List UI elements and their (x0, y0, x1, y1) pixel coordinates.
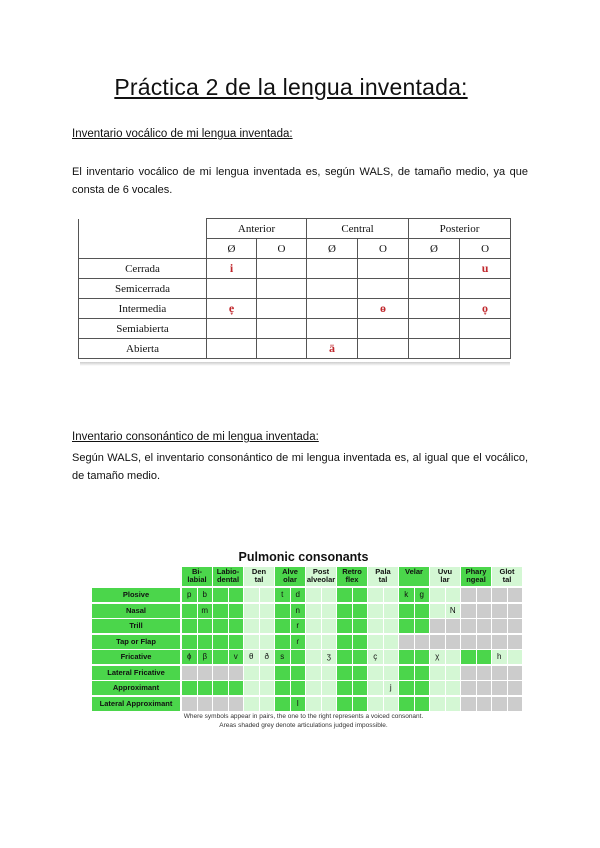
vowel-subcolumn: Ø (409, 239, 460, 259)
vowel-corner (79, 219, 207, 239)
consonant-cell (275, 619, 290, 633)
consonant-cell (415, 650, 430, 664)
consonant-cell (275, 697, 290, 711)
consonant-cell (337, 650, 352, 664)
consonant-cell (337, 681, 352, 695)
consonant-cell (508, 619, 523, 633)
vowel-cell (207, 339, 257, 359)
place-header: Pala tal (368, 567, 398, 586)
consonant-symbol: χ (430, 650, 445, 664)
consonant-cell (461, 604, 476, 618)
consonant-cell (337, 666, 352, 680)
consonant-cell (244, 604, 259, 618)
vowel-row-label: Abierta (79, 339, 207, 359)
place-header: Velar (399, 567, 429, 586)
place-header: Uvu lar (430, 567, 460, 586)
consonant-heading: Inventario consonántico de mi lengua inventada: (72, 431, 319, 443)
consonant-cell (213, 697, 228, 711)
consonant-symbol: ʒ (322, 650, 337, 664)
consonant-cell (213, 650, 228, 664)
manner-label: Plosive (92, 588, 180, 602)
vowel-symbol: i (207, 259, 257, 279)
vowel-subcolumn: O (257, 239, 307, 259)
consonant-symbol: l (291, 697, 306, 711)
consonant-cell (446, 619, 461, 633)
vowel-cell (257, 299, 307, 319)
manner-label: Nasal (92, 604, 180, 618)
consonant-cell (322, 588, 337, 602)
vowel-cell (460, 279, 511, 299)
consonant-cell (477, 604, 492, 618)
vowel-cell (307, 259, 358, 279)
consonant-cell (182, 635, 197, 649)
consonant-cell (353, 681, 368, 695)
vowel-column-central: Central (307, 219, 409, 239)
consonant-cell (291, 650, 306, 664)
consonant-cell (399, 619, 414, 633)
vowel-cell (307, 299, 358, 319)
consonant-cell (508, 635, 523, 649)
consonant-cell (430, 635, 445, 649)
place-header: Den tal (244, 567, 274, 586)
consonant-cell (353, 604, 368, 618)
vowel-symbol: u (460, 259, 511, 279)
consonant-cell (353, 666, 368, 680)
consonant-cell (508, 681, 523, 695)
consonant-cell (198, 619, 213, 633)
consonant-cell (446, 666, 461, 680)
chart-title: Pulmonic consonants (238, 550, 369, 564)
vowel-cell (409, 279, 460, 299)
chart-note: Areas shaded grey denote articulations judged impossible. (219, 722, 388, 729)
vowel-cell (307, 279, 358, 299)
consonant-symbol: n (291, 604, 306, 618)
consonant-cell (291, 666, 306, 680)
consonant-cell (446, 588, 461, 602)
consonant-cell (461, 681, 476, 695)
consonant-cell (260, 604, 275, 618)
consonant-cell (244, 697, 259, 711)
manner-label: Approximant (92, 681, 180, 695)
consonant-cell (306, 635, 321, 649)
vowel-cell (409, 319, 460, 339)
consonant-cell (461, 635, 476, 649)
consonant-cell (492, 666, 507, 680)
consonant-cell (492, 588, 507, 602)
consonant-cell (477, 635, 492, 649)
vowel-column-posterior: Posterior (409, 219, 511, 239)
consonant-cell (415, 681, 430, 695)
consonant-cell (337, 619, 352, 633)
consonant-cell (384, 619, 399, 633)
consonant-symbol: t (275, 588, 290, 602)
place-header: Labio- dental (213, 567, 243, 586)
consonant-cell (430, 619, 445, 633)
vowel-cell (257, 279, 307, 299)
consonant-cell (306, 619, 321, 633)
consonant-cell (368, 604, 383, 618)
vowel-row-label: Semiabierta (79, 319, 207, 339)
consonant-cell (368, 619, 383, 633)
consonant-cell (322, 666, 337, 680)
vowel-row-label: Cerrada (79, 259, 207, 279)
consonant-cell (384, 650, 399, 664)
consonant-cell (291, 681, 306, 695)
consonant-cell (353, 588, 368, 602)
consonant-symbol: θ (244, 650, 259, 664)
manner-label: Fricative (92, 650, 180, 664)
consonant-cell (260, 666, 275, 680)
consonant-cell (322, 619, 337, 633)
consonant-cell (492, 697, 507, 711)
vowel-cell (409, 299, 460, 319)
consonant-cell (213, 588, 228, 602)
consonant-cell (182, 619, 197, 633)
vowel-cell (358, 319, 409, 339)
place-header: Post alveolar (306, 567, 336, 584)
consonant-cell (508, 588, 523, 602)
consonant-cell (415, 604, 430, 618)
consonant-cell (213, 666, 228, 680)
consonant-cell (430, 681, 445, 695)
consonant-symbol: ç (368, 650, 383, 664)
consonant-cell (213, 604, 228, 618)
consonant-cell (399, 666, 414, 680)
consonant-symbol: p (182, 588, 197, 602)
consonant-cell (198, 666, 213, 680)
consonant-cell (322, 635, 337, 649)
consonant-cell (399, 681, 414, 695)
consonant-cell (384, 666, 399, 680)
consonant-cell (492, 619, 507, 633)
consonant-cell (229, 697, 244, 711)
consonant-cell (260, 588, 275, 602)
vowel-cell (460, 339, 511, 359)
consonant-cell (337, 588, 352, 602)
consonant-cell (322, 697, 337, 711)
vowel-cell (207, 319, 257, 339)
consonant-cell (492, 681, 507, 695)
consonant-cell (461, 697, 476, 711)
vowel-cell (358, 339, 409, 359)
consonant-cell (368, 635, 383, 649)
manner-label: Trill (92, 619, 180, 633)
consonant-cell (260, 697, 275, 711)
consonant-symbol: b (198, 588, 213, 602)
consonant-cell (182, 666, 197, 680)
vowel-symbol: e̞ (207, 299, 257, 319)
consonant-cell (492, 604, 507, 618)
consonant-symbol: v (229, 650, 244, 664)
consonant-cell (492, 635, 507, 649)
consonant-cell (337, 697, 352, 711)
consonant-cell (477, 650, 492, 664)
consonant-cell (306, 681, 321, 695)
consonant-cell (322, 604, 337, 618)
consonant-cell (229, 604, 244, 618)
consonant-cell (477, 697, 492, 711)
consonant-cell (508, 604, 523, 618)
consonant-cell (415, 635, 430, 649)
consonant-cell (229, 588, 244, 602)
consonant-cell (384, 588, 399, 602)
consonant-cell (275, 635, 290, 649)
consonant-cell (368, 681, 383, 695)
consonant-cell (213, 681, 228, 695)
consonant-cell (399, 697, 414, 711)
consonant-symbol: r (291, 619, 306, 633)
consonant-cell (461, 619, 476, 633)
manner-label: Lateral Approximant (92, 697, 180, 711)
page-title: Práctica 2 de la lengua inventada: (114, 74, 468, 100)
consonant-cell (430, 604, 445, 618)
consonant-symbol: N (446, 604, 461, 618)
consonant-cell (430, 666, 445, 680)
consonant-cell (244, 619, 259, 633)
consonant-cell (477, 588, 492, 602)
consonant-cell (353, 650, 368, 664)
vowel-cell (207, 279, 257, 299)
consonant-cell (275, 681, 290, 695)
consonant-symbol: ð (260, 650, 275, 664)
chart-note: Where symbols appear in pairs, the one to the right represents a voiced consonant. (183, 713, 424, 720)
consonant-cell (461, 650, 476, 664)
consonant-cell (415, 619, 430, 633)
consonant-cell (399, 604, 414, 618)
consonant-cell (229, 619, 244, 633)
consonant-cell (508, 650, 523, 664)
consonant-cell (322, 681, 337, 695)
place-header: Bi- labial (182, 567, 212, 586)
consonant-cell (384, 697, 399, 711)
vowel-row-label: Semicerrada (79, 279, 207, 299)
consonant-cell (508, 666, 523, 680)
place-header: Phary ngeal (461, 567, 491, 586)
consonant-symbol: β (198, 650, 213, 664)
consonant-symbol: j (384, 681, 399, 695)
consonant-cell (368, 666, 383, 680)
consonant-cell (399, 650, 414, 664)
consonant-cell (461, 588, 476, 602)
vowel-subcolumn: O (358, 239, 409, 259)
consonant-cell (337, 635, 352, 649)
consonant-cell (260, 681, 275, 695)
vowel-cell (257, 259, 307, 279)
consonant-cell (368, 588, 383, 602)
consonant-cell (353, 619, 368, 633)
consonant-cell (353, 635, 368, 649)
consonant-cell (182, 697, 197, 711)
consonant-cell (260, 635, 275, 649)
consonant-cell (430, 588, 445, 602)
consonant-cell (446, 681, 461, 695)
consonant-paragraph: Según WALS, el inventario consonántico de mi lengua inventada es, al igual que el vocálico, de tamaño medio. (72, 452, 528, 482)
consonant-cell (229, 666, 244, 680)
vowel-subcolumn: Ø (307, 239, 358, 259)
vowel-cell (257, 319, 307, 339)
consonant-cell (384, 604, 399, 618)
place-header: Retro flex (337, 567, 367, 586)
vowel-cell (409, 259, 460, 279)
consonant-cell (198, 697, 213, 711)
vowel-heading: Inventario vocálico de mi lengua inventada: (72, 128, 293, 140)
vowel-column-anterior: Anterior (207, 219, 307, 239)
manner-label: Lateral Fricative (92, 666, 180, 680)
consonant-cell (229, 681, 244, 695)
consonant-cell (260, 619, 275, 633)
consonant-symbol: h (492, 650, 507, 664)
consonant-cell (384, 635, 399, 649)
vowel-corner-lower (79, 239, 207, 259)
consonant-cell (477, 666, 492, 680)
vowel-row-label: Intermedia (79, 299, 207, 319)
consonant-cell (275, 604, 290, 618)
consonant-cell (415, 666, 430, 680)
consonant-cell (446, 635, 461, 649)
vowel-subcolumn: Ø (207, 239, 257, 259)
vowel-symbol: ɵ (358, 299, 409, 319)
consonant-cell (213, 619, 228, 633)
consonant-cell (244, 635, 259, 649)
consonant-symbol: k (399, 588, 414, 602)
vowel-cell (257, 339, 307, 359)
consonant-symbol: d (291, 588, 306, 602)
consonant-cell (198, 635, 213, 649)
vowel-symbol: o̞ (460, 299, 511, 319)
consonant-cell (275, 666, 290, 680)
vowel-subcolumn: O (460, 239, 511, 259)
consonant-cell (244, 588, 259, 602)
vowel-cell (460, 319, 511, 339)
vowel-cell (358, 259, 409, 279)
consonant-cell (244, 666, 259, 680)
consonant-cell (477, 619, 492, 633)
vowel-cell (307, 319, 358, 339)
consonant-cell (353, 697, 368, 711)
consonant-cell (229, 635, 244, 649)
consonant-cell (213, 635, 228, 649)
consonant-cell (461, 666, 476, 680)
consonant-symbol: ɾ (291, 635, 306, 649)
consonant-cell (446, 697, 461, 711)
vowel-paragraph: El inventario vocálico de mi lengua inventada es, según WALS, de tamaño medio, ya que consta de 6 vocales. (72, 166, 528, 196)
consonant-cell (477, 681, 492, 695)
consonant-symbol: g (415, 588, 430, 602)
consonant-cell (508, 697, 523, 711)
consonant-symbol: m (198, 604, 213, 618)
place-header: Glot tal (492, 567, 522, 586)
consonant-cell (337, 604, 352, 618)
consonant-cell (430, 697, 445, 711)
consonant-cell (306, 697, 321, 711)
place-header: Alve olar (275, 567, 305, 586)
consonant-cell (446, 650, 461, 664)
consonant-cell (182, 681, 197, 695)
vowel-cell (358, 279, 409, 299)
vowel-table (78, 218, 510, 364)
consonant-cell (306, 604, 321, 618)
consonant-symbol: ɸ (182, 650, 197, 664)
consonant-cell (399, 635, 414, 649)
consonant-cell (415, 697, 430, 711)
consonant-cell (306, 666, 321, 680)
consonant-cell (182, 604, 197, 618)
vowel-symbol: ä (307, 339, 358, 359)
consonant-cell (306, 650, 321, 664)
consonant-cell (306, 588, 321, 602)
consonant-symbol: s (275, 650, 290, 664)
consonant-cell (368, 697, 383, 711)
consonant-cell (198, 681, 213, 695)
vowel-cell (409, 339, 460, 359)
consonant-cell (244, 681, 259, 695)
manner-label: Tap or Flap (92, 635, 180, 649)
